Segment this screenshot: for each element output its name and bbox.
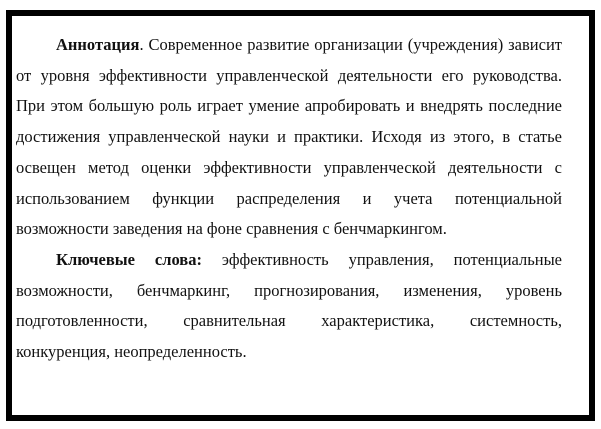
keywords-label: Ключевые слова: <box>56 249 202 269</box>
abstract-paragraph <box>16 30 562 245</box>
keywords-text: эффективность управления, потенциальные возможности, бенчмаркинг, прогнозирования, изменения, уровень подготовленности, сравнительная характеристика, системность, конкуренция, неопределенность. <box>16 249 562 362</box>
abstract-label: Аннотация <box>56 35 140 54</box>
document-body <box>16 30 562 368</box>
abstract-text: . Современное развитие организации (учреждения) зависит от уровня эффективности управленческой деятельности его руководства. При этом большую роль играет умение апробировать и внедрять последние достижения управленческой науки и практики. Исходя из этого, в статье освещен метод оценки эффективности управленческой деятельности с использованием функции распределения и учета потенциальной возможности заведения на фоне сравнения с бенчмаркингом. <box>16 35 562 239</box>
keywords-paragraph <box>16 245 562 368</box>
